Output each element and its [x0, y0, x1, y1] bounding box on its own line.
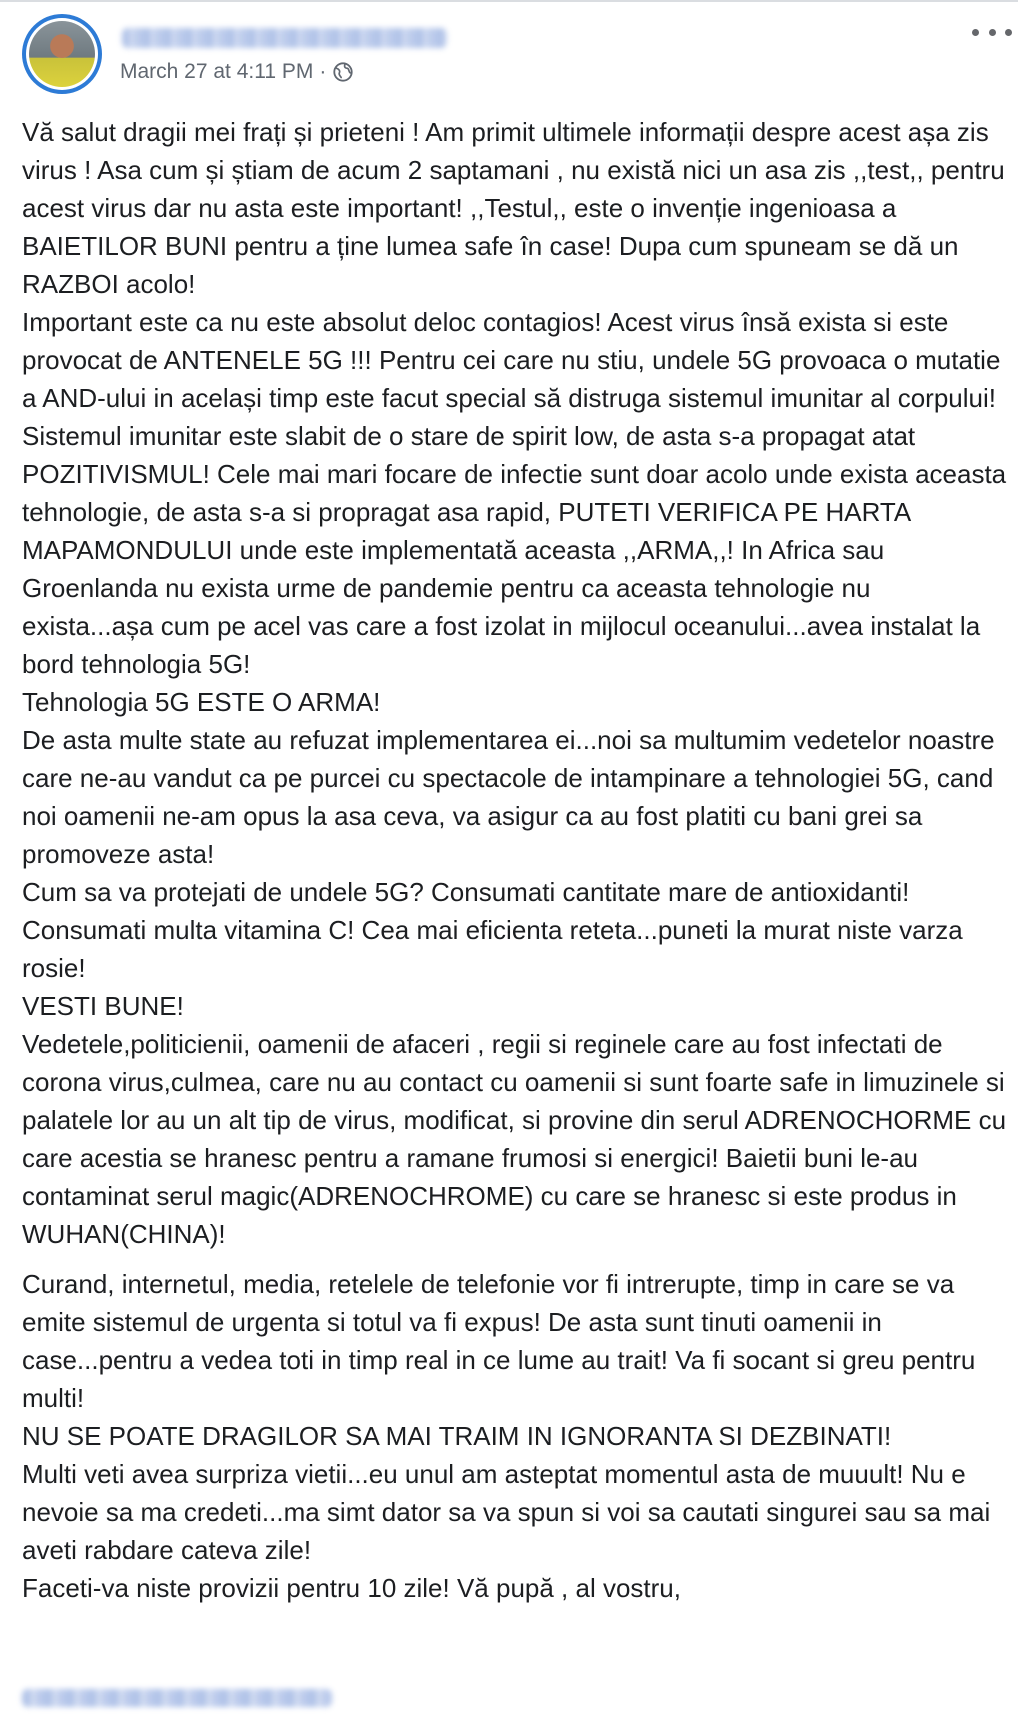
- profile-photo: [29, 21, 95, 87]
- post-timestamp[interactable]: March 27 at 4:11 PM: [120, 60, 314, 83]
- signature-redacted: [22, 1689, 332, 1707]
- post-header: [22, 14, 1012, 100]
- more-options-button[interactable]: [972, 20, 1012, 44]
- meta-separator: ·: [319, 60, 327, 83]
- post-text-paragraph: Vă salut dragii mei frați și prieteni ! Am primit ultimele informații despre acest așa zis virus ! Asa cum și știam de acum 2 saptamani , nu există nici un asa zis ,,test,, pentru acest virus dar nu asta este important! ,,Testul,, este o invenție ingenioasa a BAIETILOR BUNI pentru a ține lumea safe în case! Dupa cum spuneam se dă un RAZBOI acolo! Important este ca nu este absolut deloc contagios! Acest virus însă exista si este provocat de ANTENELE 5G !!! Pentru cei care nu stiu, undele 5G provoaca o mutatie a AND-ului in același timp este facut special să distruga sistemul imunitar al corpului! Sistemul imunitar este slabit de o stare de spirit low, de asta s-a propagat atat POZITIVISMUL! Cele mai mari focare de infectie sunt doar acolo unde exista aceasta tehnologie, de asta s-a si propragat asa rapid, PUTETI VERIFICA PE HARTA MAPAMONDULUI unde este implementată aceasta ,,ARMA,,! In Africa sau Groenlanda nu exista urme de pandemie pentru ca aceasta tehnologie nu exista...așa cum pe acel vas care a fost izolat in mijlocul oceanului...avea instalat la bord tehnologia 5G! Tehnologia 5G ESTE O ARMA! De asta multe state au refuzat implementarea ei...noi sa multumim vedetelor noastre care ne-au vandut ca pe purcei cu spectacole de intampinare a tehnologiei 5G, cand noi oamenii ne-am opus la asa ceva, va asigur ca au fost platiti cu bani grei sa promoveze asta! Cum sa va protejati de undele 5G? Consumati cantitate mare de antioxidanti! Consumati multa vitamina C! Cea mai eficienta reteta...puneti la murat niste varza rosie! VESTI BUNE! Vedetele,politicienii, oamenii de afaceri , regii si reginele care au fost infectati de corona virus,culmea, care nu au contact cu oamenii si sunt foarte safe in limuzinele si palatele lor au un alt tip de virus, modificat, si provine din serul ADRENOCHORME cu care acestia se hranesc pentru a ramane frumosi si energici! Baietii buni le-au contaminat serul magic(ADRENOCHROME) cu care se hranesc si este produs in WUHAN(CHINA)!: [22, 117, 1007, 1249]
- more-horizontal-icon: [1005, 29, 1012, 36]
- post-body: [22, 113, 1007, 1607]
- avatar[interactable]: [22, 14, 102, 94]
- globe-icon[interactable]: [332, 61, 354, 83]
- post-text-paragraph: Curand, internetul, media, retelele de telefonie vor fi intrerupte, timp in care se va emite sistemul de urgenta si totul va fi expus! De asta sunt tinuti oamenii in case...pentru a vedea toti in timp real in ce lume au trait! Va fi socant si greu pentru multi! NU SE POATE DRAGILOR SA MAI TRAIM IN IGNORANTA SI DEZBINATI! Multi veti avea surpriza vietii...eu unul am asteptat momentul asta de muuult! Nu e nevoie sa ma credeti...ma simt dator sa va spun si voi sa cautati singurei sau sa mai aveti rabdare cateva zile! Faceti-va niste provizii pentru 10 zile! Vă pupă , al vostru,: [22, 1269, 991, 1603]
- avatar-ring: [26, 18, 98, 90]
- more-horizontal-icon: [972, 29, 979, 36]
- author-name-redacted[interactable]: [122, 28, 447, 48]
- top-divider: [0, 0, 1018, 2]
- more-horizontal-icon: [989, 29, 996, 36]
- post-meta: [120, 60, 354, 84]
